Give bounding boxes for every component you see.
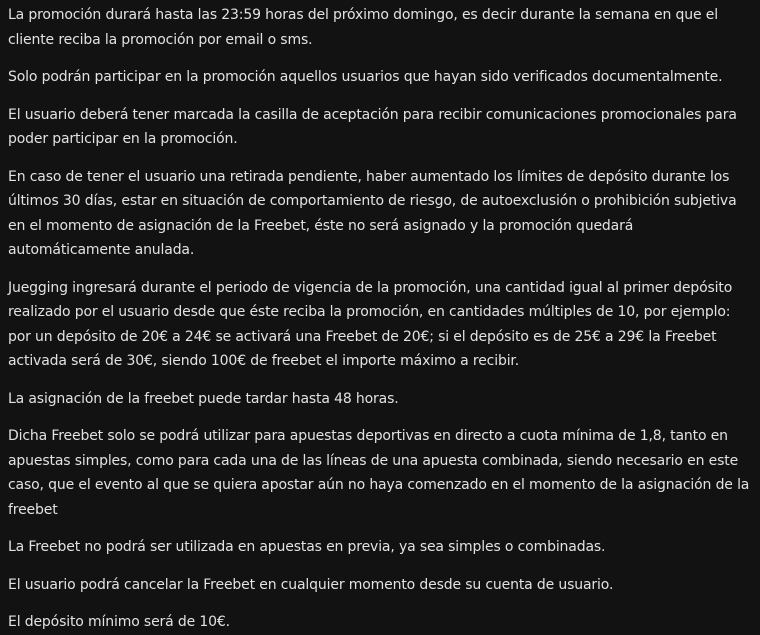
term-paragraph: Solo podrán participar en la promoción aquellos usuarios que hayan sido verificados documentalmente.	[8, 69, 723, 85]
term-paragraph: Dicha Freebet solo se podrá utilizar para apuestas deportivas en directo a cuota mínima de 1,8, tanto en apuestas simples, como para cada una de las líneas de una apuesta combinada, siendo necesario en este caso, que el evento al que se quiera apostar aún no haya comenzado en el momento de la asignación de la freebet	[8, 428, 750, 518]
term-paragraph: El depósito mínimo será de 10€.	[8, 614, 230, 630]
term-paragraph: La asignación de la freebet puede tardar hasta 48 horas.	[8, 390, 399, 407]
term-paragraph: La Freebet no podrá ser utilizada en apuestas en previa, ya sea simples o combinadas.	[8, 539, 606, 555]
term-paragraph: En caso de tener el usuario una retirada pendiente, haber aumentado los límites de depósito durante los últimos 30 días, estar en situación de comportamiento de riesgo, de autoexclusión o prohibición subjetiva en el momento de asignación de la Freebet, éste no será asignado y la promoción quedará automáticamente anulada.	[8, 168, 737, 258]
term-paragraph: El usuario podrá cancelar la Freebet en cualquier momento desde su cuenta de usuario.	[8, 576, 614, 593]
promotion-terms	[8, 3, 754, 635]
term-paragraph: Juegging ingresará durante el periodo de vigencia de la promoción, una cantidad igual al primer depósito realizado por el usuario desde que éste reciba la promoción, en cantidades múltiples de 10, por ejemplo: por un depósito de 20€ a 24€ se activará una Freebet de 20€; si el depósito es de 25€ a 29€ la Freebet activada será de 30€, siendo 100€ de freebet el importe máximo a recibir.	[8, 279, 733, 369]
term-paragraph: El usuario deberá tener marcada la casilla de aceptación para recibir comunicaciones promocionales para poder participar en la promoción.	[8, 106, 737, 147]
term-paragraph: La promoción durará hasta las 23:59 horas del próximo domingo, es decir durante la semana en que el cliente reciba la promoción por email o sms.	[8, 7, 718, 48]
